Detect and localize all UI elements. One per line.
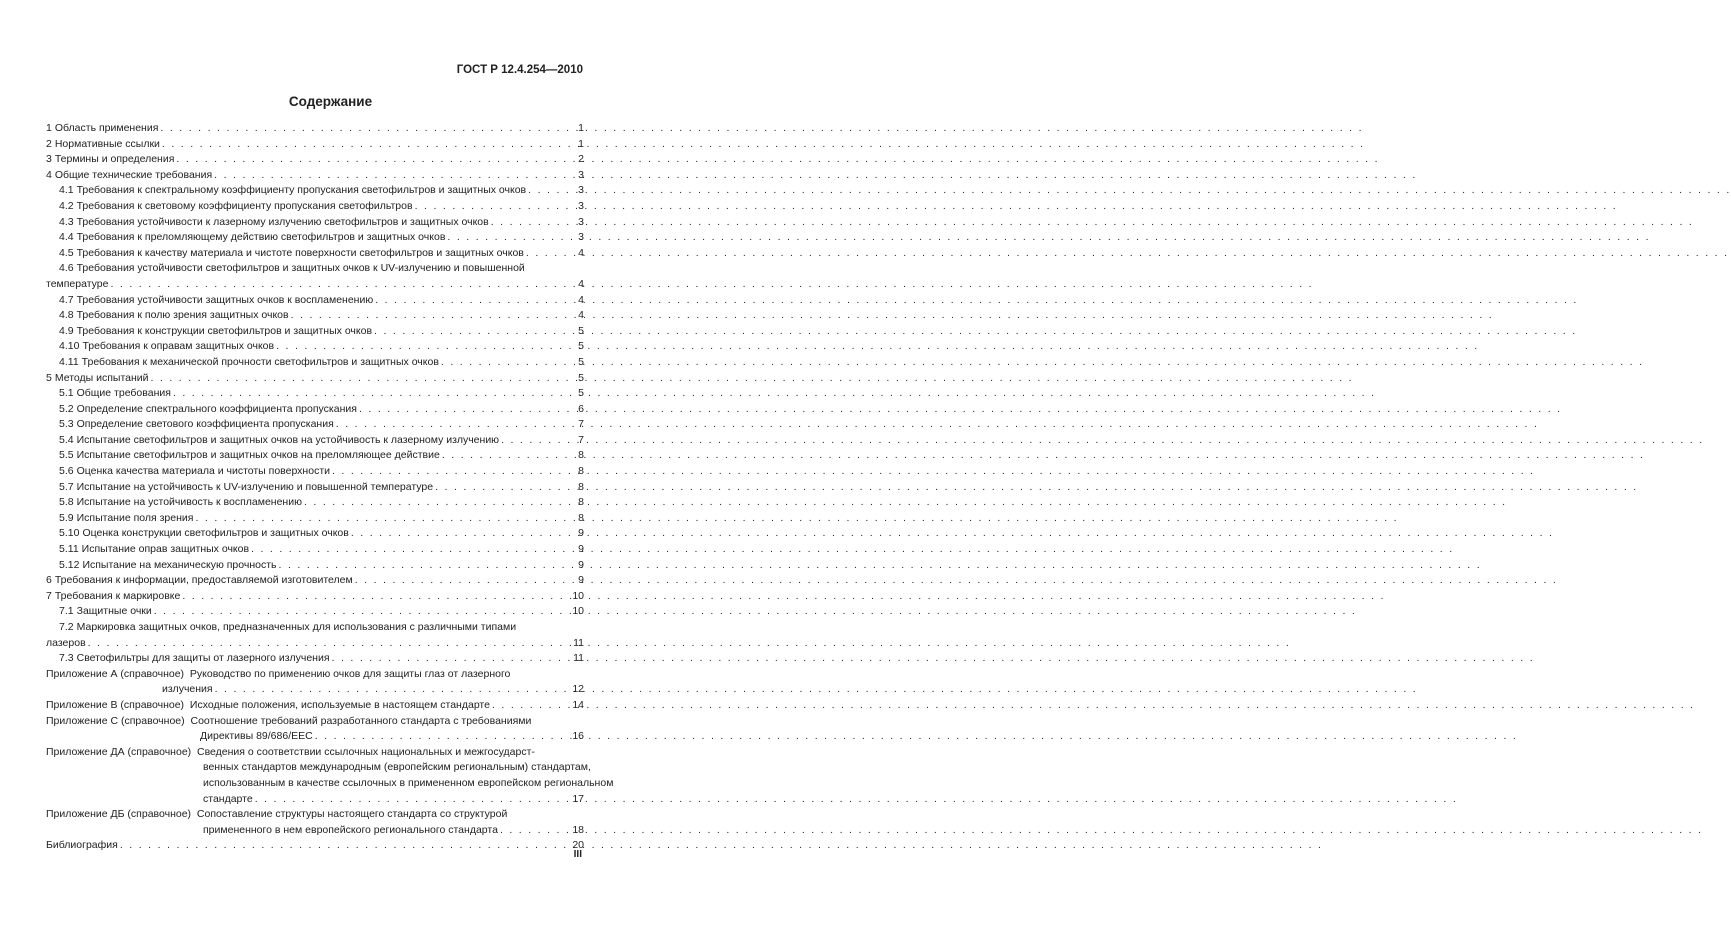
page-number: 7	[578, 418, 584, 431]
toc-entry[interactable]: 4.4 Требования к преломляющему действию светофильтров и защитных очков . . . 3	[46, 230, 584, 246]
page-number: 1	[578, 122, 584, 134]
toc-entry[interactable]: 5.11 Испытание оправ защитных очков . . . 9	[46, 542, 584, 558]
toc-entry[interactable]: 2 Нормативные ссылки . . . 1	[46, 137, 584, 153]
toc-entry[interactable]: 4.9 Требования к конструкции светофильтров и защитных очков . . . 5	[46, 324, 584, 340]
page-number: 7	[578, 433, 584, 446]
page-number: 2	[578, 153, 584, 166]
page-number: 5	[578, 340, 584, 353]
page-number: 5	[578, 387, 584, 400]
page-number: 3	[578, 231, 584, 244]
page-number: 11	[573, 652, 584, 665]
appendix-entry-line[interactable]: венных стандартов международным (европейским региональным) стандартам,	[203, 761, 591, 774]
page-number: 20	[572, 839, 584, 852]
toc-entry[interactable]: 5.3 Определение светового коэффициента пропускания . . . 7	[46, 417, 584, 433]
page-number: 3	[578, 199, 584, 212]
toc-entry[interactable]: 1 Область применения . . . 1	[46, 121, 584, 137]
page-number: 8	[578, 449, 584, 462]
appendix-entry-line[interactable]: Приложение ДБ (справочное) Сопоставление структуры настоящего стандарта со структурой	[46, 808, 508, 821]
page-number: 9	[578, 574, 584, 587]
toc-entry[interactable]: 5.2 Определение спектрального коэффициента пропускания . . . 6	[46, 402, 584, 418]
page-number: 4	[578, 293, 584, 306]
bibliography-entry[interactable]: Библиография . . . 20	[46, 838, 584, 854]
toc-entry[interactable]: 7 Требования к маркировке . . . 10	[46, 589, 584, 605]
appendix-entry-line[interactable]: Приложение А (справочное) Руководство по применению очков для защиты глаз от лазерного	[46, 667, 511, 680]
page-number: 5	[578, 355, 584, 368]
toc-entry[interactable]: 7.1 Защитные очки . . . 10	[46, 604, 584, 620]
toc-entry[interactable]: 4.8 Требования к полю зрения защитных очков . . . 4	[46, 308, 584, 324]
toc-entry[interactable]: 4.7 Требования устойчивости защитных очков к воспламенению . . . 4	[46, 293, 584, 309]
toc-entry[interactable]: 4.3 Требования устойчивости к лазерному излучению светофильтров и защитных очков . . . 3	[46, 215, 584, 231]
toc-entry-line[interactable]: 7.2 Маркировка защитных очков, предназначенных для использования с различными типами	[59, 621, 517, 633]
toc-entry[interactable]: 4.1 Требования к спектральному коэффициенту пропускания светофильтров и защитных очков . . . 3	[46, 183, 584, 199]
page-number: 4	[578, 277, 584, 290]
toc-entry[interactable]: 5 Методы испытаний . . . 5	[46, 371, 584, 387]
toc-entry[interactable]: 5.9 Испытание поля зрения . . . 8	[46, 511, 584, 527]
page-number: 3	[578, 168, 584, 181]
appendix-entry[interactable]: стандарте . . . 17	[46, 792, 584, 808]
toc-entry[interactable]: 5.4 Испытание светофильтров и защитных очков на устойчивость к лазерному излучению . . . 7	[46, 433, 584, 449]
page-title: Содержание	[288, 94, 373, 109]
page-number: 3	[578, 215, 584, 228]
toc-entry[interactable]: 5.6 Оценка качества материала и чистоты поверхности . . . 8	[46, 464, 584, 480]
page-number: 8	[578, 496, 584, 509]
appendix-entry[interactable]: Приложение В (справочное) Исходные положения, используемые в настоящем стандарте . . . 14	[46, 698, 584, 714]
page-number: 5	[578, 324, 584, 337]
appendix-entry[interactable]: излучения . . . 12	[46, 682, 584, 698]
page-number: 18	[572, 823, 584, 836]
toc-entry[interactable]: 5.10 Оценка конструкции светофильтров и защитных очков . . . 9	[46, 526, 584, 542]
toc-entry[interactable]: 4.11 Требования к механической прочности светофильтров и защитных очков . . . 5	[46, 355, 584, 371]
page-number: 8	[578, 465, 584, 478]
page-number: 3	[578, 184, 584, 197]
page-number: 10	[572, 589, 584, 602]
page-number: 9	[578, 543, 584, 556]
toc-entry[interactable]: 4.2 Требования к световому коэффициенту пропускания светофильтров . . . 3	[46, 199, 584, 215]
page-number: 6	[578, 402, 584, 415]
appendix-entry-line[interactable]: использованным в качестве ссылочных в примененном европейском региональном	[203, 776, 614, 789]
toc-entry[interactable]: 7.3 Светофильтры для защиты от лазерного излучения . . . 11	[46, 651, 584, 667]
appendix-entry-line[interactable]: Приложение С (справочное) Соотношение требований разработанного стандарта с требованиями	[46, 714, 532, 727]
page-number: 4	[578, 309, 584, 322]
page-number: 16	[572, 730, 584, 743]
page-number: 4	[578, 246, 584, 259]
page-number: 9	[578, 527, 584, 540]
page-footer-number: III	[573, 849, 582, 860]
toc-entry[interactable]: 4.5 Требования к качеству материала и чистоте поверхности светофильтров и защитных очков . . . 4	[46, 246, 584, 262]
page-number: 5	[578, 371, 584, 384]
toc-entry[interactable]: лазеров . . . 11	[46, 636, 584, 652]
toc-entry[interactable]: 5.1 Общие требования . . . 5	[46, 386, 584, 402]
page-number: 10	[572, 605, 584, 618]
appendix-entry[interactable]: Директивы 89/686/EEC . . . 16	[46, 729, 584, 745]
toc-entry[interactable]: 5.12 Испытание на механическую прочность . . . 9	[46, 558, 584, 574]
toc-entry[interactable]: 4 Общие технические требования . . . 3	[46, 168, 584, 184]
toc-entry[interactable]: 5.5 Испытание светофильтров и защитных очков на преломляющее действие . . . 8	[46, 448, 584, 464]
toc-entry[interactable]: 4.10 Требования к оправам защитных очков . . . 5	[46, 339, 584, 355]
appendix-entry-line[interactable]: Приложение ДА (справочное) Сведения о соответствии ссылочных национальных и межгосударст-	[46, 745, 535, 758]
toc-entry[interactable]: 5.7 Испытание на устойчивость к UV-излучению и повышенной температуре . . . 8	[46, 480, 584, 496]
page-number: 17	[572, 792, 584, 805]
toc-entry[interactable]: 3 Термины и определения . . . 2	[46, 152, 584, 168]
page-number: 9	[578, 558, 584, 571]
toc-entry[interactable]: 6 Требования к информации, предоставляемой изготовителем . . . 9	[46, 573, 584, 589]
appendix-entry[interactable]: примененного в нем европейского регионального стандарта . . . 18	[46, 823, 584, 839]
page-number: 1	[578, 137, 584, 150]
toc-entry-line[interactable]: 4.6 Требования устойчивости светофильтров и защитных очков к UV-излучению и повышенной	[59, 262, 525, 275]
page-number: 11	[573, 636, 584, 649]
page-number: 12	[572, 683, 584, 696]
page-number: 14	[572, 698, 584, 711]
page-number: 8	[578, 511, 584, 524]
document-id: ГОСТ Р 12.4.254—2010	[456, 64, 583, 76]
toc-entry[interactable]: 5.8 Испытание на устойчивость к воспламенению . . . 8	[46, 495, 584, 511]
page-number: 8	[578, 480, 584, 493]
table-of-contents	[46, 121, 614, 854]
toc-entry[interactable]: температуре . . . 4	[46, 277, 584, 293]
